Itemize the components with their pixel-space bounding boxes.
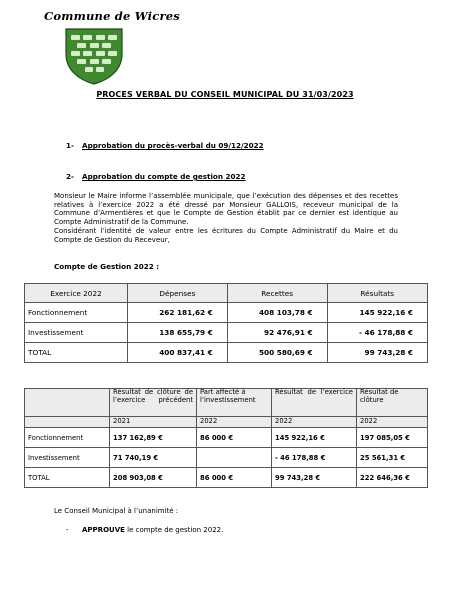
compte-gestion-table xyxy=(24,283,428,363)
column-header: Part affecté à l’investissement xyxy=(197,389,272,417)
paragraph-text: Considérant l’identité de valeur entre les écritures du Compte Administratif du Maire et du Compte de Gestion du Receveur, xyxy=(54,226,398,244)
decision-verb: APPROUVE xyxy=(82,526,125,534)
paragraph-text: Monsieur le Maire informe l’assemblée municipale, que l’exécution des dépenses et des recettes relatives à l’exercice 2022 a été dressé par Monsieur GALLOIS, receveur municipal de la Commune d’Armentières et que le Compte de Gestion établit par ce dernier est identique au Compte Administratif de la Commune. xyxy=(54,192,398,227)
table-cell: 197 085,05 € xyxy=(357,428,428,448)
item-number: 1- xyxy=(66,141,74,150)
table-row xyxy=(25,343,428,363)
column-header-empty xyxy=(25,417,110,428)
table-cell: 262 181,62 € xyxy=(128,303,228,323)
decision-text: le compte de gestion 2022. xyxy=(124,526,224,534)
column-header-empty xyxy=(25,389,110,417)
table-cell: Investissement xyxy=(25,448,110,468)
table-cell: 408 103,78 € xyxy=(227,303,327,323)
bullet-dash: - xyxy=(66,526,69,534)
table-cell: 145 922,16 € xyxy=(272,428,357,448)
table-cell: 145 922,16 € xyxy=(327,303,427,323)
commune-name: Commune de Wicres xyxy=(44,9,180,23)
table-header-row xyxy=(25,389,428,417)
decision-item xyxy=(66,526,223,534)
table-row xyxy=(25,448,428,468)
column-header: Résultat de clôture xyxy=(357,389,428,417)
table-cell: 222 646,36 € xyxy=(357,468,428,488)
table-row xyxy=(25,468,428,488)
resultats-cloture-table xyxy=(24,388,428,488)
table-cell: TOTAL xyxy=(25,468,110,488)
table-cell: 137 162,89 € xyxy=(110,428,197,448)
table-cell: 400 837,41 € xyxy=(128,343,228,363)
body-paragraph xyxy=(54,192,398,244)
table-cell: - 46 178,88 € xyxy=(272,448,357,468)
column-header: Résultats xyxy=(327,284,427,303)
table-cell: - 46 178,88 € xyxy=(327,323,427,343)
table-row xyxy=(25,323,428,343)
table-cell: Fonctionnement xyxy=(25,428,110,448)
item-label: Approbation du procès-verbal du 09/12/2022 xyxy=(82,141,264,150)
year-cell: 2022 xyxy=(357,417,428,428)
table-cell xyxy=(197,448,272,468)
agenda-item-1 xyxy=(66,141,264,150)
table-row xyxy=(25,428,428,448)
column-header: Résultat de clôture de l’exercice précédent xyxy=(110,389,197,417)
column-header: Dépenses xyxy=(128,284,228,303)
table-cell: 25 561,31 € xyxy=(357,448,428,468)
item-number: 2- xyxy=(66,172,74,181)
table-header-row xyxy=(25,284,428,303)
year-cell: 2021 xyxy=(110,417,197,428)
table-cell: 500 580,69 € xyxy=(227,343,327,363)
table-row xyxy=(25,303,428,323)
column-header: Exercice 2022 xyxy=(25,284,128,303)
table-cell: 99 743,28 € xyxy=(327,343,427,363)
column-header: Résultat de l’exercice xyxy=(272,389,357,417)
table-cell: 86 000 € xyxy=(197,468,272,488)
table-cell: 99 743,28 € xyxy=(272,468,357,488)
table-cell: Investissement xyxy=(25,323,128,343)
table-cell: 138 655,79 € xyxy=(128,323,228,343)
table-cell: TOTAL xyxy=(25,343,128,363)
year-cell: 2022 xyxy=(272,417,357,428)
coat-of-arms-icon xyxy=(63,26,125,86)
conclusion-text: Le Conseil Municipal à l’unanimité : xyxy=(54,507,179,515)
table-cell: 86 000 € xyxy=(197,428,272,448)
table-year-row xyxy=(25,417,428,428)
table-cell: 71 740,19 € xyxy=(110,448,197,468)
section-heading: Compte de Gestion 2022 : xyxy=(54,262,160,271)
table-cell: Fonctionnement xyxy=(25,303,128,323)
column-header: Recettes xyxy=(227,284,327,303)
table-cell: 208 903,08 € xyxy=(110,468,197,488)
year-cell: 2022 xyxy=(197,417,272,428)
agenda-item-2 xyxy=(66,172,245,181)
page-title: PROCES VERBAL DU CONSEIL MUNICIPAL DU 31/03/2023 xyxy=(96,90,354,99)
table-cell: 92 476,91 € xyxy=(227,323,327,343)
item-label: Approbation du compte de gestion 2022 xyxy=(82,172,246,181)
